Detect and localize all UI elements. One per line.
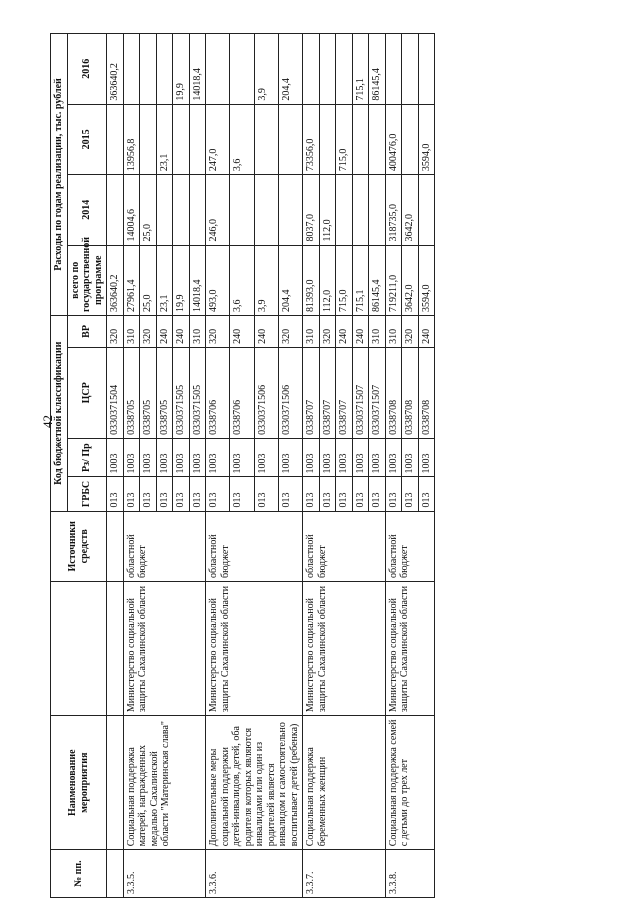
cell-2016 bbox=[206, 34, 230, 105]
cell-2016: 3,9 bbox=[254, 34, 278, 105]
cell-2015: 13956,8 bbox=[123, 104, 140, 174]
budget-table bbox=[50, 33, 435, 898]
cell-grbs: 013 bbox=[385, 477, 402, 511]
cell-2015: 3,6 bbox=[230, 104, 254, 174]
row-executor: Министерство социальной защиты Сахалинской области bbox=[303, 582, 386, 716]
cell-2014: 14004,6 bbox=[123, 175, 140, 245]
cell-total: 14018,4 bbox=[189, 245, 206, 315]
header-grbs: ГРБС bbox=[67, 477, 107, 511]
table-row bbox=[206, 34, 230, 898]
cell-2015 bbox=[369, 104, 386, 174]
row-source: областной бюджет bbox=[206, 511, 303, 581]
cell-rzpr: 1003 bbox=[230, 438, 254, 477]
cell-grbs: 013 bbox=[123, 477, 140, 511]
table-row bbox=[107, 34, 124, 898]
cell-rzpr: 1003 bbox=[402, 438, 419, 477]
cell-2015 bbox=[254, 104, 278, 174]
cell-rzpr: 1003 bbox=[189, 438, 206, 477]
cell-2014 bbox=[418, 175, 435, 245]
cell-grbs: 013 bbox=[278, 477, 302, 511]
cell-2014: 8037,0 bbox=[303, 175, 320, 245]
cell-2014: 112,0 bbox=[319, 175, 336, 245]
cell-2015: 3594,0 bbox=[418, 104, 435, 174]
cell-total: 23,1 bbox=[156, 245, 173, 315]
cell-grbs: 013 bbox=[303, 477, 320, 511]
table-row bbox=[123, 34, 140, 898]
cell-2015 bbox=[189, 104, 206, 174]
row-name: Дополнительные меры социальной поддержки детей-инвалидов, детей, оба родителя которых являются инвалидами или один из родителей является инвалидом и самостоятельно воспитывает детей (ребенка) bbox=[206, 716, 303, 850]
cell-vr: 240 bbox=[336, 316, 353, 348]
cell-vr: 240 bbox=[352, 316, 369, 348]
cell-rzpr: 1003 bbox=[156, 438, 173, 477]
cell-csr: 0330371504 bbox=[107, 347, 124, 438]
cell-total: 19,9 bbox=[173, 245, 190, 315]
cell-total: 86145,4 bbox=[369, 245, 386, 315]
cell-2016 bbox=[230, 34, 254, 105]
cell-total: 112,0 bbox=[319, 245, 336, 315]
cell-2016 bbox=[156, 34, 173, 105]
cell-csr: 0330371507 bbox=[369, 347, 386, 438]
cell-2016 bbox=[418, 34, 435, 105]
cell-vr: 310 bbox=[189, 316, 206, 348]
header-vr: ВР bbox=[67, 316, 107, 348]
cell-total: 81393,0 bbox=[303, 245, 320, 315]
cell-vr: 240 bbox=[173, 316, 190, 348]
cell-2014: 318735,0 bbox=[385, 175, 402, 245]
cell-total: 715,1 bbox=[352, 245, 369, 315]
cell-total: 3594,0 bbox=[418, 245, 435, 315]
cell-rzpr: 1003 bbox=[254, 438, 278, 477]
cell-2016 bbox=[319, 34, 336, 105]
cell-grbs: 013 bbox=[206, 477, 230, 511]
cell-2015 bbox=[173, 104, 190, 174]
cell-grbs: 013 bbox=[254, 477, 278, 511]
cell-2014 bbox=[278, 175, 302, 245]
cell-2015 bbox=[140, 104, 157, 174]
cell-2015 bbox=[402, 104, 419, 174]
cell-2014 bbox=[156, 175, 173, 245]
row-name: Социальная поддержка матерей, награжденных медалью Сахалинской области "Материнская слава" bbox=[123, 716, 206, 850]
row-name: Социальная поддержка беременных женщин bbox=[303, 716, 386, 850]
header-total: всего по государственной программе bbox=[67, 245, 107, 315]
header-num: № пп. bbox=[51, 850, 107, 898]
cell-vr: 310 bbox=[369, 316, 386, 348]
row-num: 3.3.6. bbox=[206, 850, 303, 898]
cell-2016: 715,1 bbox=[352, 34, 369, 105]
row-source: областной бюджет bbox=[123, 511, 206, 581]
cell-grbs: 013 bbox=[369, 477, 386, 511]
cell-rzpr: 1003 bbox=[369, 438, 386, 477]
cell-2016: 19,9 bbox=[173, 34, 190, 105]
cell-2016 bbox=[123, 34, 140, 105]
cell-csr: 0338707 bbox=[336, 347, 353, 438]
cell-vr: 320 bbox=[319, 316, 336, 348]
cell-2016: 204,4 bbox=[278, 34, 302, 105]
cell-2016: 86145,4 bbox=[369, 34, 386, 105]
cell-csr: 0330371506 bbox=[278, 347, 302, 438]
cell-vr: 240 bbox=[230, 316, 254, 348]
table-row bbox=[303, 34, 320, 898]
cell-rzpr: 1003 bbox=[206, 438, 230, 477]
header-2015: 2015 bbox=[67, 104, 107, 174]
row-name bbox=[107, 716, 124, 850]
cell-2016 bbox=[402, 34, 419, 105]
cell-csr: 0338708 bbox=[418, 347, 435, 438]
row-num bbox=[107, 850, 124, 898]
cell-2015: 23,1 bbox=[156, 104, 173, 174]
cell-total: 3,6 bbox=[230, 245, 254, 315]
cell-rzpr: 1003 bbox=[123, 438, 140, 477]
cell-vr: 240 bbox=[156, 316, 173, 348]
row-source: областной бюджет bbox=[385, 511, 435, 581]
cell-rzpr: 1003 bbox=[352, 438, 369, 477]
cell-csr: 0338707 bbox=[319, 347, 336, 438]
cell-grbs: 013 bbox=[352, 477, 369, 511]
header-budget-classification: Код бюджетной классификации bbox=[51, 316, 68, 512]
cell-csr: 0338708 bbox=[402, 347, 419, 438]
cell-grbs: 013 bbox=[189, 477, 206, 511]
cell-2015 bbox=[107, 104, 124, 174]
cell-total: 715,0 bbox=[336, 245, 353, 315]
cell-vr: 310 bbox=[123, 316, 140, 348]
cell-2016 bbox=[303, 34, 320, 105]
header-2016: 2016 bbox=[67, 34, 107, 105]
header-2014: 2014 bbox=[67, 175, 107, 245]
cell-total: 27961,4 bbox=[123, 245, 140, 315]
cell-csr: 0338705 bbox=[123, 347, 140, 438]
row-executor: Министерство социальной защиты Сахалинской области bbox=[206, 582, 303, 716]
cell-csr: 0338705 bbox=[140, 347, 157, 438]
cell-rzpr: 1003 bbox=[278, 438, 302, 477]
cell-vr: 320 bbox=[206, 316, 230, 348]
cell-2014 bbox=[189, 175, 206, 245]
cell-total: 25,0 bbox=[140, 245, 157, 315]
cell-2014 bbox=[369, 175, 386, 245]
cell-2014 bbox=[336, 175, 353, 245]
cell-rzpr: 1003 bbox=[336, 438, 353, 477]
row-executor: Министерство социальной защиты Сахалинской области bbox=[123, 582, 206, 716]
page-number: 42 bbox=[40, 415, 55, 428]
row-source: областной бюджет bbox=[303, 511, 386, 581]
cell-2014: 246,0 bbox=[206, 175, 230, 245]
row-executor bbox=[107, 582, 124, 716]
row-executor: Министерство социальной защиты Сахалинской области bbox=[385, 582, 435, 716]
cell-2014 bbox=[254, 175, 278, 245]
cell-rzpr: 1003 bbox=[303, 438, 320, 477]
cell-2014 bbox=[352, 175, 369, 245]
cell-vr: 320 bbox=[402, 316, 419, 348]
cell-total: 363640,2 bbox=[107, 245, 124, 315]
table-body bbox=[107, 34, 435, 898]
cell-csr: 0338707 bbox=[303, 347, 320, 438]
cell-2016: 363640,2 bbox=[107, 34, 124, 105]
cell-total: 204,4 bbox=[278, 245, 302, 315]
cell-2014 bbox=[230, 175, 254, 245]
cell-total: 493,0 bbox=[206, 245, 230, 315]
cell-2015 bbox=[278, 104, 302, 174]
cell-2014 bbox=[173, 175, 190, 245]
cell-grbs: 013 bbox=[336, 477, 353, 511]
rotated-page bbox=[50, 33, 435, 898]
header-csr: ЦСР bbox=[67, 347, 107, 438]
cell-csr: 0338705 bbox=[156, 347, 173, 438]
cell-vr: 320 bbox=[278, 316, 302, 348]
row-name: Социальная поддержка семей с детьми до трех лет bbox=[385, 716, 435, 850]
cell-2015: 247,0 bbox=[206, 104, 230, 174]
cell-vr: 320 bbox=[140, 316, 157, 348]
cell-grbs: 013 bbox=[418, 477, 435, 511]
cell-vr: 240 bbox=[254, 316, 278, 348]
cell-csr: 0330371505 bbox=[173, 347, 190, 438]
row-num: 3.3.7. bbox=[303, 850, 386, 898]
cell-2015: 73356,0 bbox=[303, 104, 320, 174]
cell-rzpr: 1003 bbox=[140, 438, 157, 477]
header-source: Источники средств bbox=[51, 511, 107, 581]
row-num: 3.3.5. bbox=[123, 850, 206, 898]
row-source bbox=[107, 511, 124, 581]
cell-2014: 25,0 bbox=[140, 175, 157, 245]
cell-vr: 320 bbox=[107, 316, 124, 348]
cell-csr: 0330371507 bbox=[352, 347, 369, 438]
cell-2015 bbox=[319, 104, 336, 174]
cell-rzpr: 1003 bbox=[107, 438, 124, 477]
cell-total: 3,9 bbox=[254, 245, 278, 315]
header-rzpr: Рз/ Пр bbox=[67, 438, 107, 477]
cell-grbs: 013 bbox=[402, 477, 419, 511]
cell-vr: 240 bbox=[418, 316, 435, 348]
header-executor bbox=[51, 582, 107, 716]
cell-csr: 0330371506 bbox=[254, 347, 278, 438]
cell-2014: 3642,0 bbox=[402, 175, 419, 245]
cell-rzpr: 1003 bbox=[173, 438, 190, 477]
cell-csr: 0338708 bbox=[385, 347, 402, 438]
cell-grbs: 013 bbox=[230, 477, 254, 511]
cell-2015: 715,0 bbox=[336, 104, 353, 174]
table-row bbox=[385, 34, 402, 898]
cell-2016 bbox=[140, 34, 157, 105]
cell-rzpr: 1003 bbox=[418, 438, 435, 477]
cell-vr: 310 bbox=[303, 316, 320, 348]
header-expenses: Расходы по годам реализации, тыс. рублей bbox=[51, 34, 68, 316]
cell-2016: 14018,4 bbox=[189, 34, 206, 105]
header-name: Наименование мероприятия bbox=[51, 716, 107, 850]
cell-2015 bbox=[352, 104, 369, 174]
cell-grbs: 013 bbox=[319, 477, 336, 511]
cell-grbs: 013 bbox=[107, 477, 124, 511]
cell-total: 3642,0 bbox=[402, 245, 419, 315]
cell-grbs: 013 bbox=[156, 477, 173, 511]
cell-rzpr: 1003 bbox=[385, 438, 402, 477]
cell-csr: 0338706 bbox=[230, 347, 254, 438]
cell-2016 bbox=[336, 34, 353, 105]
cell-rzpr: 1003 bbox=[319, 438, 336, 477]
cell-total: 719211,0 bbox=[385, 245, 402, 315]
cell-grbs: 013 bbox=[140, 477, 157, 511]
cell-csr: 0330371505 bbox=[189, 347, 206, 438]
row-num: 3.3.8. bbox=[385, 850, 435, 898]
cell-2014 bbox=[107, 175, 124, 245]
cell-csr: 0338706 bbox=[206, 347, 230, 438]
cell-grbs: 013 bbox=[173, 477, 190, 511]
cell-vr: 310 bbox=[385, 316, 402, 348]
cell-2016 bbox=[385, 34, 402, 105]
cell-2015: 400476,0 bbox=[385, 104, 402, 174]
